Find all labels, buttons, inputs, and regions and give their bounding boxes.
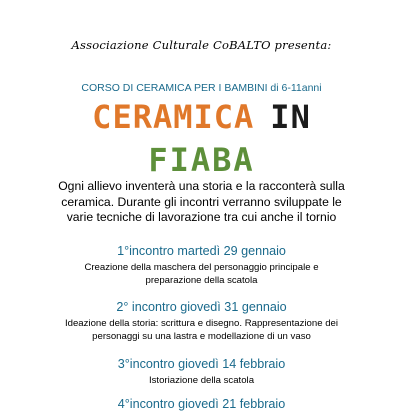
- meeting-3-title: 3°incontro giovedì 14 febbraio: [117, 357, 286, 371]
- meeting-1-description: [0, 261, 403, 287]
- meeting-1-desc-line: preparazione della scatola: [145, 275, 258, 286]
- intro-line: varie tecniche di lavorazione tra cui anche il tornio: [66, 210, 337, 224]
- intro-line: ceramica. Durante gli incontri verranno sviluppate le: [61, 194, 342, 209]
- course-line: [0, 82, 403, 94]
- intro-line: Ogni allievo inventerà una storia e la racconterà sulla: [58, 179, 345, 193]
- title-word-ceramica: CERAMICA: [92, 98, 255, 136]
- course-name: CORSO DI CERAMICA PER I BAMBINI: [81, 82, 268, 94]
- title-word-in: IN: [270, 98, 311, 136]
- meeting-2-title: 2° incontro giovedì 31 gennaio: [116, 300, 287, 314]
- title-word-fiaba: FIABA: [148, 141, 255, 179]
- meeting-4-title-partial: 4°incontro giovedì 21 febbraio: [117, 397, 286, 411]
- meeting-2-desc-line: personaggi su una lastra e modellazione di un vaso: [92, 331, 311, 342]
- meeting-2-description: [0, 317, 403, 343]
- meeting-3-desc-line: Istoriazione della scatola: [148, 375, 255, 386]
- meeting-1-title: 1°incontro martedì 29 gennaio: [117, 244, 286, 258]
- meeting-2-desc-line: Ideazione della storia: scrittura e disegno. Rappresentazione dei: [64, 318, 339, 329]
- meeting-1-desc-line: Creazione della maschera del personaggio principale e: [84, 262, 319, 273]
- intro-paragraph: [0, 179, 403, 226]
- course-age: di 6-11anni: [270, 82, 322, 94]
- main-title-line1: [0, 97, 403, 137]
- meeting-3-description: [0, 374, 403, 387]
- presenter-line: Associazione Culturale CoBALTO presenta:: [71, 38, 332, 52]
